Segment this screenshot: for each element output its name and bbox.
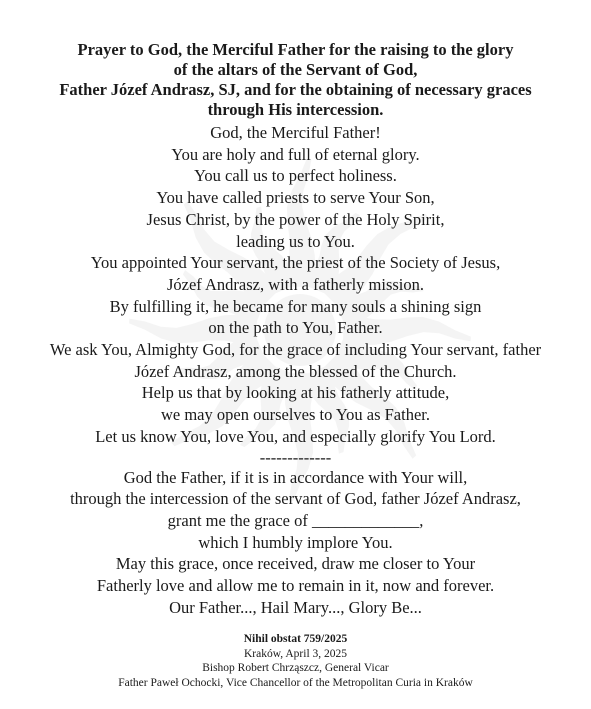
title-line: Prayer to God, the Merciful Father for the raising to the glory <box>77 40 514 59</box>
prayer-body <box>0 122 591 448</box>
prayer-line: Jesus Christ, by the power of the Holy Spirit, <box>146 209 445 229</box>
section-separator: ------------- <box>259 447 332 467</box>
prayer-line: Józef Andrasz, among the blessed of the Church. <box>134 361 457 381</box>
prayer-line: You are holy and full of eternal glory. <box>171 144 420 164</box>
prayer-line: God, the Merciful Father! <box>210 123 381 142</box>
closing-line: God the Father, if it is in accordance with Your will, <box>123 467 468 487</box>
bishop-signature: Bishop Robert Chrząszcz, General Vicar <box>202 662 389 675</box>
closing-line: Our Father..., Hail Mary..., Glory Be... <box>169 597 422 617</box>
closing-line: through the intercession of the servant of God, father Józef Andrasz, <box>70 489 521 509</box>
prayer-card <box>0 40 591 690</box>
title-line: through His intercession. <box>207 100 384 119</box>
chancellor-signature: Father Paweł Ochocki, Vice Chancellor of the Metropolitan Curia in Kraków <box>118 676 473 689</box>
prayer-line: You call us to perfect holiness. <box>194 166 397 186</box>
place-date: Kraków, April 3, 2025 <box>243 647 348 660</box>
prayer-line: Let us know You, love You, and especially glorify You Lord. <box>95 426 496 446</box>
prayer-line: By fulfilling it, he became for many souls a shining sign <box>109 296 482 316</box>
closing-line: grant me the grace of _____________, <box>167 510 424 530</box>
closing-petition <box>0 467 591 619</box>
title-line: of the altars of the Servant of God, <box>173 60 418 79</box>
closing-line: Fatherly love and allow me to remain in it, now and forever. <box>96 576 495 596</box>
title-line: Father Józef Andrasz, SJ, and for the obtaining of necessary graces <box>59 80 532 99</box>
prayer-title <box>0 40 591 120</box>
imprimatur-block <box>0 632 591 690</box>
prayer-line: we may open ourselves to You as Father. <box>160 405 430 425</box>
closing-line: May this grace, once received, draw me closer to Your <box>115 554 476 574</box>
nihil-obstat: Nihil obstat 759/2025 <box>243 633 348 646</box>
prayer-line: Help us that by looking at his fatherly attitude, <box>141 383 450 403</box>
prayer-line: You appointed Your servant, the priest of the Society of Jesus, <box>90 253 501 273</box>
prayer-line: leading us to You. <box>236 231 355 251</box>
prayer-line: You have called priests to serve Your Son, <box>156 188 435 208</box>
closing-line: which I humbly implore You. <box>198 532 393 552</box>
prayer-line: on the path to You, Father. <box>208 318 383 338</box>
prayer-line: We ask You, Almighty God, for the grace of including Your servant, father <box>49 340 542 360</box>
prayer-line: Józef Andrasz, with a fatherly mission. <box>166 274 425 294</box>
